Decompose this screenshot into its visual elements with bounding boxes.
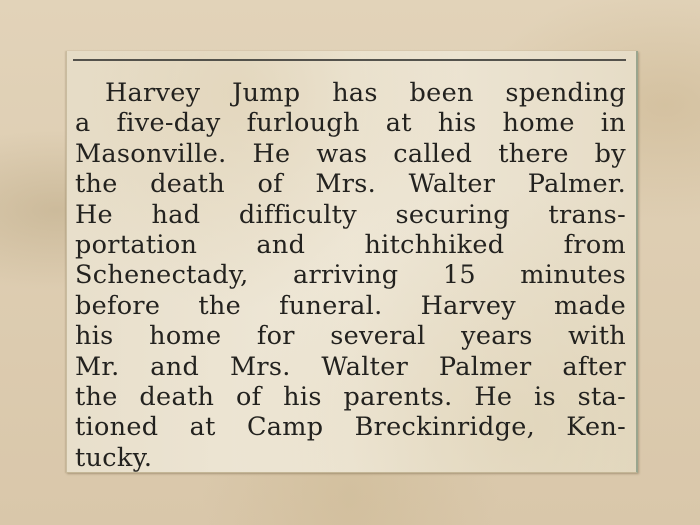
article-line: his home for several years with <box>75 321 626 352</box>
article-line: He had difficulty securing trans- <box>75 199 626 230</box>
article-line: before the funeral. Harvey made <box>75 290 626 321</box>
article-line: portation and hitchhiked from <box>75 229 626 260</box>
article-line: a five-day furlough at his home in <box>75 108 626 139</box>
article-line: tioned at Camp Breckinridge, Ken- <box>75 412 626 443</box>
article-text <box>75 78 626 473</box>
newspaper-clipping <box>66 51 638 473</box>
column-rule <box>73 59 626 61</box>
article-line: Schenectady, arriving 15 minutes <box>75 260 626 291</box>
article-line: Harvey Jump has been spending <box>105 78 626 108</box>
article-line: the death of his parents. He is sta- <box>75 381 626 412</box>
article-line: Mr. and Mrs. Walter Palmer after <box>75 351 626 382</box>
article-line: Masonville. He was called there by <box>75 138 626 169</box>
article-line: the death of Mrs. Walter Palmer. <box>75 169 626 200</box>
article-line: tucky. <box>75 442 153 473</box>
